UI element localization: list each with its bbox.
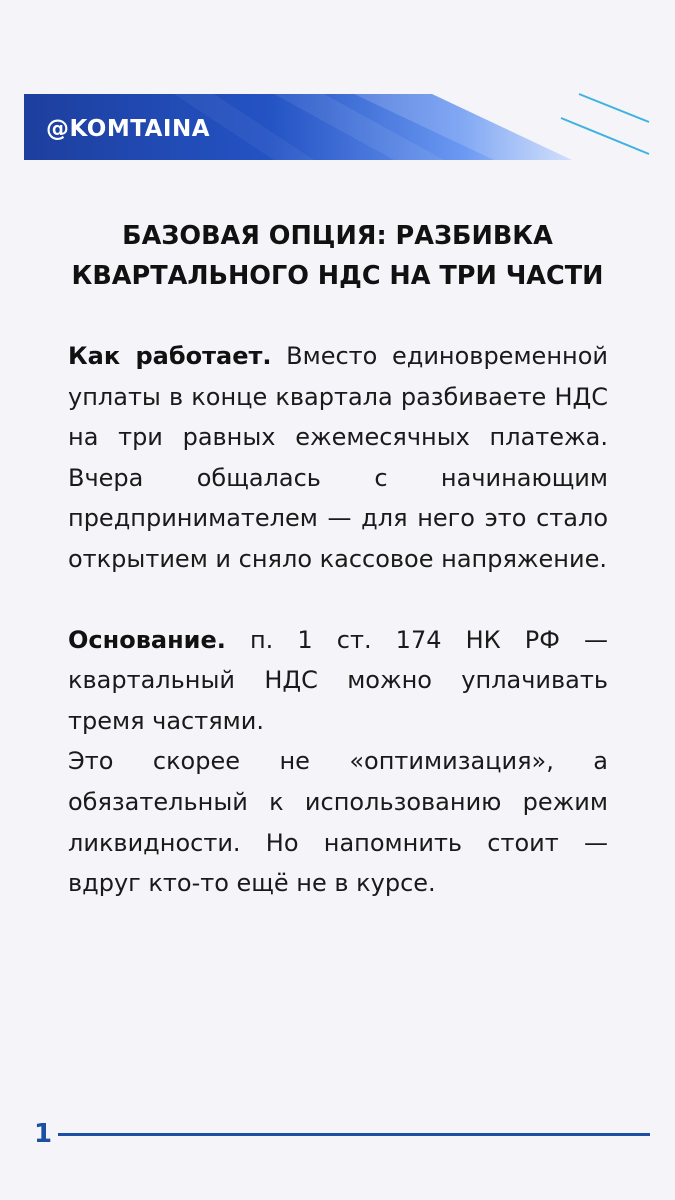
decorative-lines <box>555 88 655 166</box>
label-how-it-works: Как работает. <box>68 342 272 370</box>
footer-divider <box>58 1133 650 1136</box>
paragraph-basis <box>68 620 608 742</box>
text-conclusion: Это скорее не «оптимизация», а обязательный к использованию режим ликвидности. Но напомнить стоит — вдруг кто-то ещё не в курсе. <box>68 747 608 898</box>
header-banner <box>24 94 572 160</box>
page-number: 1 <box>34 1119 53 1149</box>
title-line-1: БАЗОВАЯ ОПЦИЯ: РАЗБИВКА <box>122 221 553 251</box>
article-body <box>68 336 608 904</box>
account-handle: @KOMTAINA <box>46 116 211 142</box>
page-title <box>40 216 635 296</box>
title-line-2: КВАРТАЛЬНОГО НДС НА ТРИ ЧАСТИ <box>71 261 604 291</box>
paragraph-how-it-works <box>68 336 608 580</box>
paragraph-conclusion <box>68 741 608 903</box>
text-how-it-works: Вместо единовременной уплаты в конце квартала разбиваете НДС на три равных ежемесячных платежа. Вчера общалась с начинающим предпринимателем — для него это стало открытием и сняло кассовое напряжение. <box>68 342 608 573</box>
text-basis: п. 1 ст. 174 НК РФ — квартальный НДС можно уплачивать тремя частями. <box>68 625 608 735</box>
label-basis: Основание. <box>68 625 226 654</box>
